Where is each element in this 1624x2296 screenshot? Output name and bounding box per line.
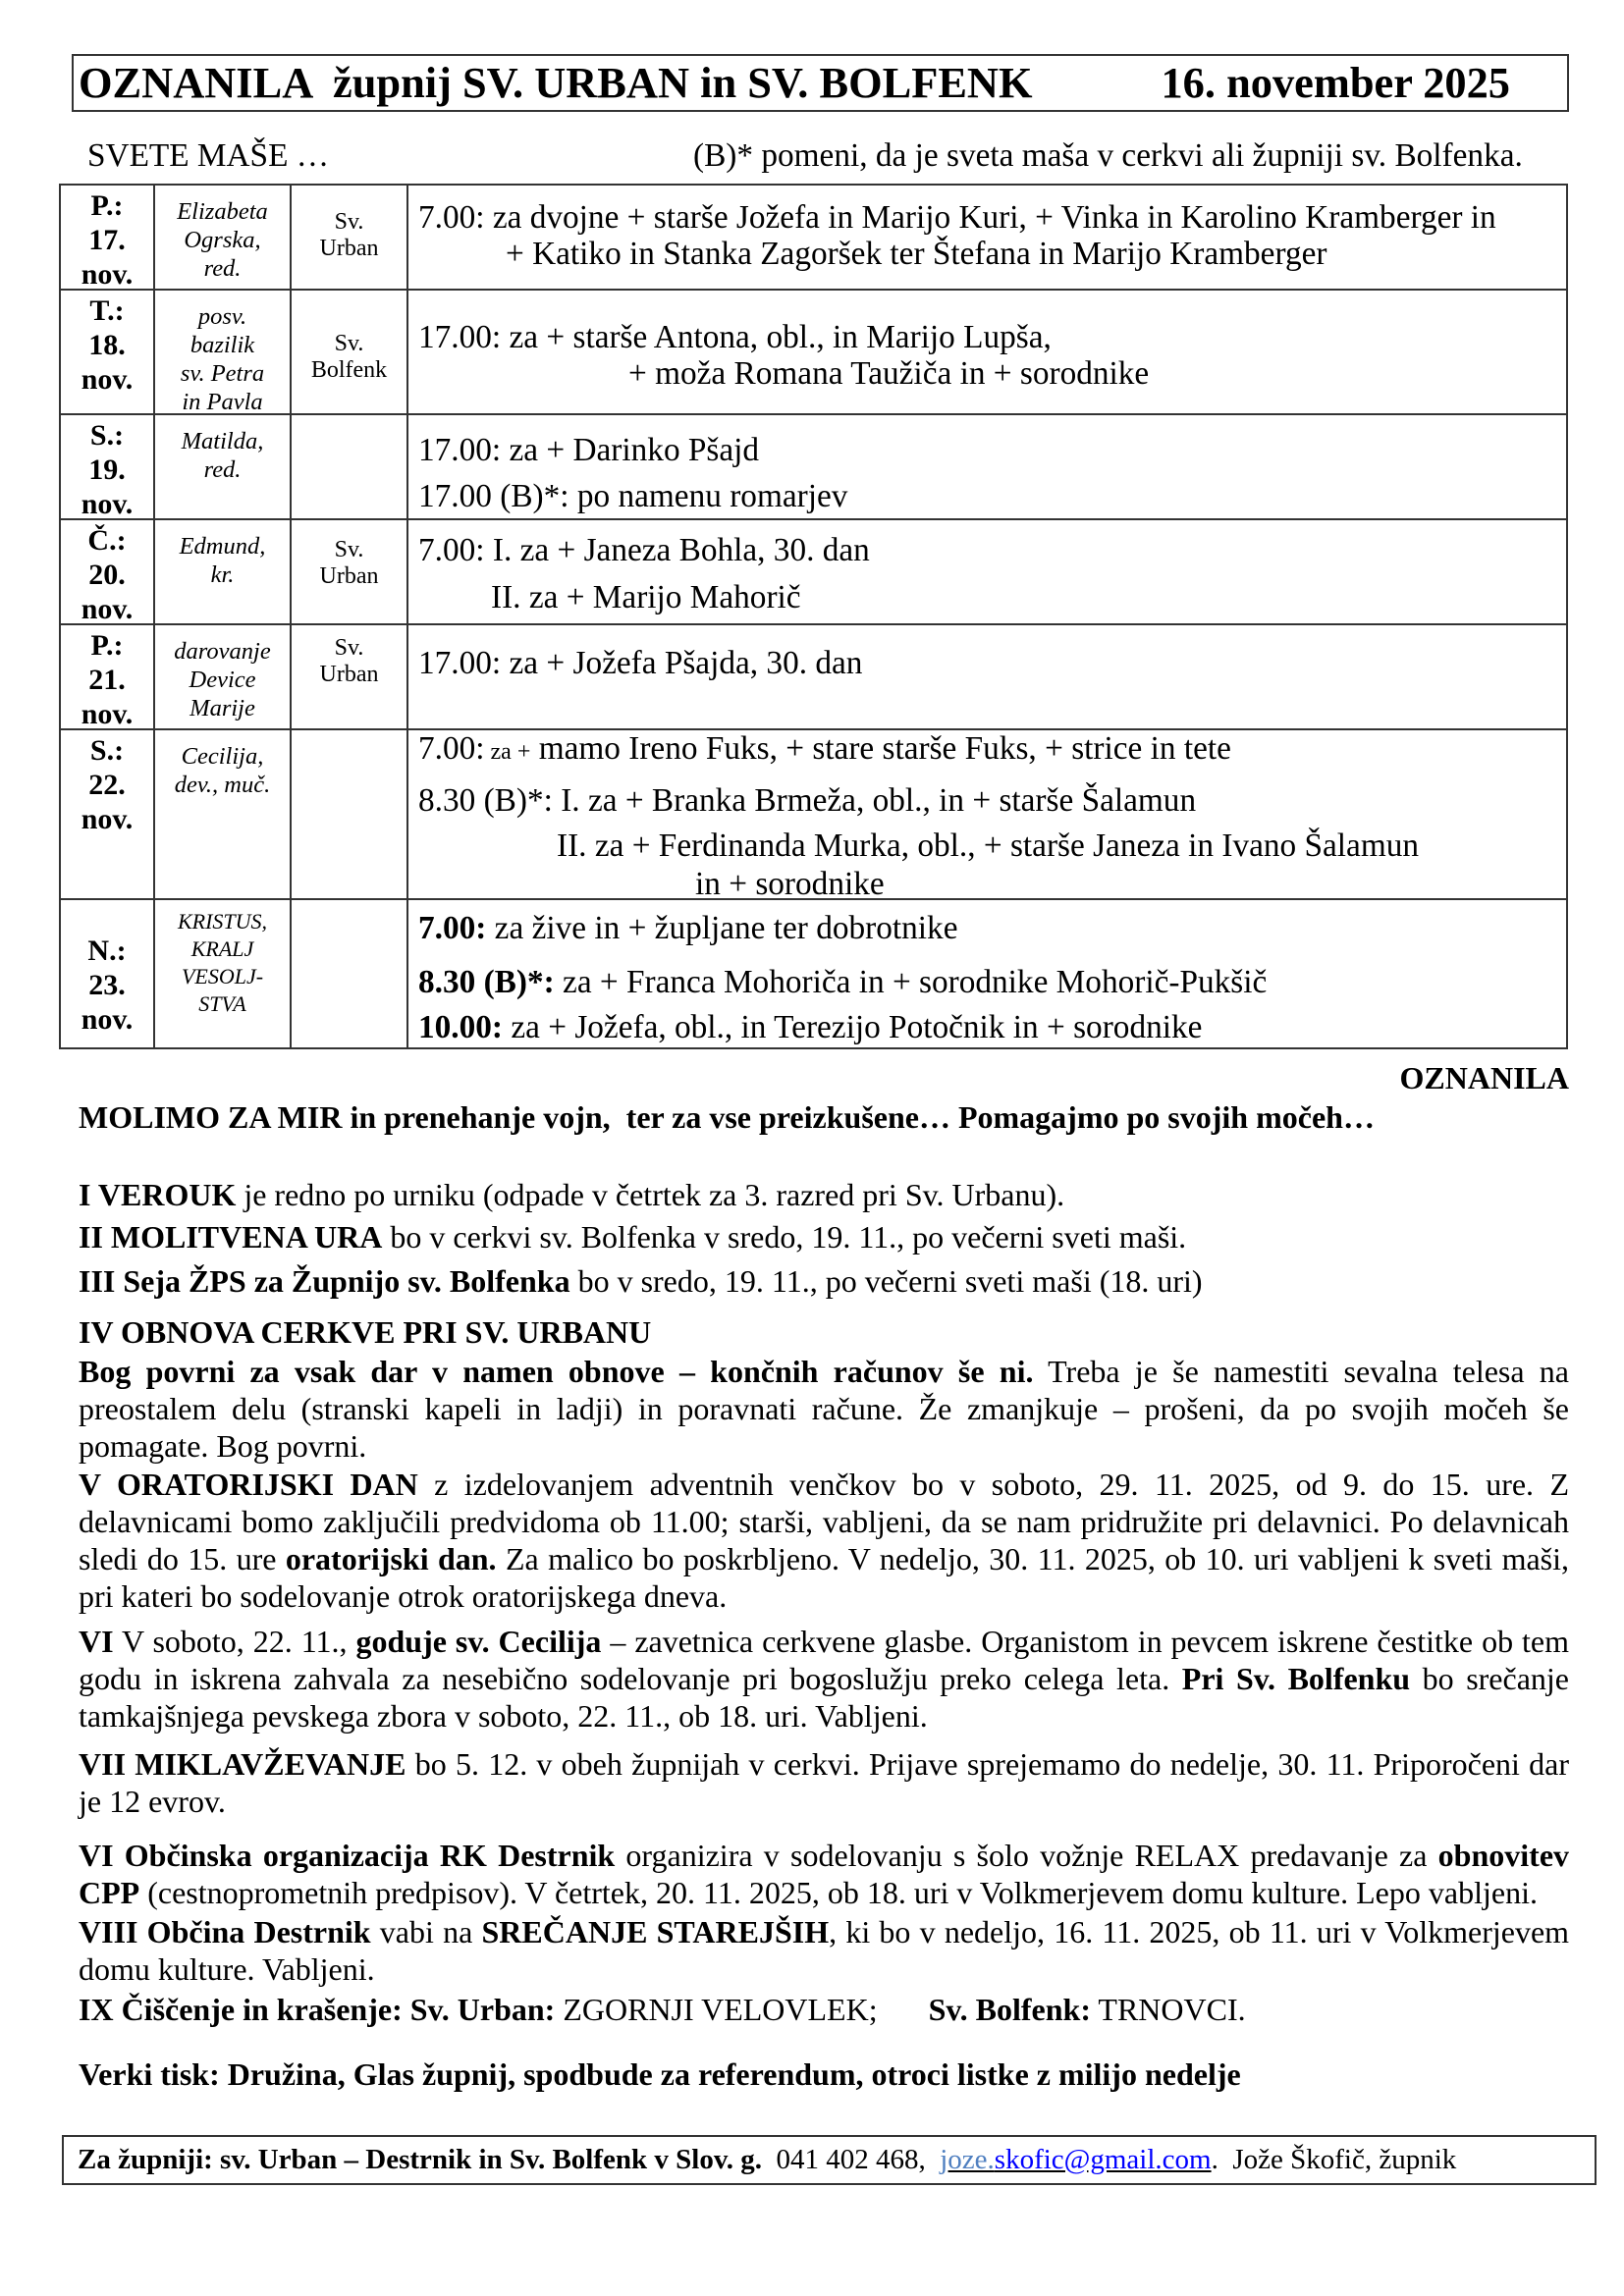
notice-highlight: SREČANJE STAREJŠIH xyxy=(481,1914,830,1949)
press-line: Verki tisk: Družina, Glas župnij, spodbude za referendum, otroci listke z milijo nedelje xyxy=(79,2056,1241,2092)
notice-title: III Seja ŽPS za Župnijo sv. Bolfenka xyxy=(79,1263,570,1299)
church-cell xyxy=(292,730,408,900)
mass-time: 17.00: xyxy=(418,645,502,681)
notice-text: Treba je še namestiti sevalna telesa na preostalem delu (stranski kapeli in ladji) in poravnati račune. Že zmanjkuje – prošeni, da po svojih močeh še pomagate. Bog povrni. xyxy=(79,1354,1570,1464)
intentions-cell xyxy=(408,186,1568,291)
intention-text: za + starše Antona, obl., in Marijo Lupša, xyxy=(501,319,1052,355)
notice-highlight: oratorijski dan. xyxy=(285,1541,497,1576)
weekday: P.: xyxy=(90,189,124,222)
intention-line xyxy=(418,828,1566,864)
intentions-cell xyxy=(408,900,1568,1049)
intention-line xyxy=(418,236,1566,272)
church-line: Bolfenk xyxy=(310,357,388,383)
intention-text: II. za + Marijo Mahorič xyxy=(491,579,801,615)
intention-text: II. za + Ferdinanda Murka, obl., + starše Janeza in Ivano Šalamun xyxy=(557,828,1420,864)
notice-item xyxy=(79,1176,1569,1213)
church-line: Sv. xyxy=(334,331,364,356)
church-cell xyxy=(292,520,408,625)
bulletin-title: OZNANILA župnij SV. URBAN in SV. BOLFENK xyxy=(79,58,1033,107)
notices-section xyxy=(79,1059,1569,2093)
day-number: 20. xyxy=(88,559,126,591)
notice-text: organizira v sodelovanju s šolo vožnje RELAX predavanje za xyxy=(615,1838,1438,1873)
email-link[interactable] xyxy=(940,2144,1211,2175)
saint-cell xyxy=(155,730,292,900)
mass-time: 17.00 (B)*: xyxy=(418,478,569,514)
notice-item xyxy=(79,1623,1569,1735)
intention-line xyxy=(418,910,1566,946)
saint-line: Edmund, xyxy=(179,533,266,560)
intention-text: za žive in + župljane ter dobrotnike xyxy=(486,910,958,946)
intention-line xyxy=(418,1009,1566,1045)
saint-line: kr. xyxy=(210,561,235,588)
mass-time: 17.00: xyxy=(418,319,502,355)
saint-line: red. xyxy=(203,255,242,282)
intention-text: za dvojne + starše Jožefa in Marijo Kuri, + Vinka in Karolino Kramberger in xyxy=(484,199,1496,236)
saint-cell xyxy=(155,625,292,730)
notice-highlight: goduje sv. Cecilija xyxy=(355,1624,602,1659)
notice-title: IX Čiščenje in krašenje: Sv. Urban: xyxy=(79,1992,556,2027)
intention-small-text: za + xyxy=(484,739,531,765)
church-line: Sv. xyxy=(334,537,364,562)
day-number: 23. xyxy=(88,969,126,1001)
footer-signature: . Jože Škofič, župnik xyxy=(1211,2144,1457,2175)
intentions-cell xyxy=(408,520,1568,625)
notice-title: II MOLITVENA URA xyxy=(79,1219,383,1255)
notice-item xyxy=(79,1262,1569,1300)
intention-text: I. za + Janeza Bohla, 30. dan xyxy=(484,532,870,568)
mass-time: 7.00: xyxy=(418,532,485,568)
month: nov. xyxy=(81,363,134,396)
notice-title: I VEROUK xyxy=(79,1177,237,1212)
day-number: 18. xyxy=(88,329,126,361)
church-cell xyxy=(292,291,408,415)
notice-title: VI xyxy=(79,1624,114,1659)
day-number: 21. xyxy=(88,664,126,696)
month: nov. xyxy=(81,698,134,730)
month: nov. xyxy=(81,803,134,835)
email-user-part[interactable]: joze. xyxy=(940,2144,995,2175)
saint-line: darovanje xyxy=(174,638,271,665)
intention-line xyxy=(418,478,1566,514)
intention-line xyxy=(418,355,1566,392)
day-cell xyxy=(61,730,155,900)
saint-line: Elizabeta xyxy=(177,198,268,225)
notice-text: bo 5. 12. v obeh župnijah v cerkvi. Prijave sprejemamo do nedelje, 30. 11. Priporočeni dar je 12 evrov. xyxy=(79,1746,1570,1819)
saint-line: red. xyxy=(203,456,242,483)
saint-cell xyxy=(155,291,292,415)
notice-item xyxy=(79,1745,1569,1820)
intention-line xyxy=(418,532,1566,568)
church-line: Urban xyxy=(319,236,379,261)
intention-text: za + Franca Mohoriča in + sorodnike Mohorič-Pukšič xyxy=(554,964,1268,1000)
weekday: N.: xyxy=(87,934,127,967)
intention-line xyxy=(418,964,1566,1000)
intention-text: po namenu romarjev xyxy=(568,478,848,514)
footer-contact-box xyxy=(62,2135,1597,2185)
weekday: S.: xyxy=(89,734,125,767)
intention-line xyxy=(418,579,1566,615)
footer-parishes: Za župniji: sv. Urban – Destrnik in Sv. Bolfenk v Slov. g. xyxy=(78,2144,762,2175)
saint-line: KRALJ xyxy=(190,936,254,961)
mass-time: 8.30 (B)*: xyxy=(418,782,553,819)
day-cell xyxy=(61,625,155,730)
weekday: Č.: xyxy=(87,524,127,557)
intention-line xyxy=(418,319,1566,355)
intention-text: za + Jožefa Pšajda, 30. dan xyxy=(501,645,863,681)
notice-text: V soboto, 22. 11., xyxy=(113,1624,356,1659)
notice-lead: Bog povrni za vsak dar v namen obnove – končnih računov še ni. xyxy=(79,1354,1034,1389)
notice-text: (cestnoprometnih predpisov). V četrtek, 20. 11. 2025, ob 18. uri v Volkmerjevem domu kulture. Lepo vabljeni. xyxy=(139,1875,1538,1910)
notice-text: ZGORNJI VELOVLEK; xyxy=(555,1992,878,2027)
saint-line: KRISTUS, xyxy=(177,909,268,934)
day-cell xyxy=(61,291,155,415)
saint-line: Cecilija, xyxy=(181,743,264,770)
intention-line xyxy=(418,432,1566,468)
email-domain-part[interactable]: skofic@gmail.com xyxy=(994,2144,1212,2175)
notice-title: VIII Občina Destrnik xyxy=(79,1914,371,1949)
notice-highlight: obnovitev CPP xyxy=(79,1838,1570,1910)
church-cell xyxy=(292,415,408,520)
notice-text: bo srečanje tamkajšnjega pevskega zbora v soboto, 22. 11., ob 18. uri. Vabljeni. xyxy=(79,1661,1570,1734)
bulletin-date: 16. november 2025 xyxy=(1161,58,1510,107)
notice-item xyxy=(79,1991,1569,2028)
church-cell xyxy=(292,900,408,1049)
church-cell xyxy=(292,186,408,291)
day-number: 19. xyxy=(88,454,126,486)
intentions-cell xyxy=(408,625,1568,730)
church-line: Sv. xyxy=(334,635,364,661)
notice-text: je redno po urniku (odpade v četrtek za 3. razred pri Sv. Urbanu). xyxy=(236,1177,1065,1212)
intention-text: I. za + Branka Brmeža, obl., in + starše Šalamun xyxy=(552,782,1197,819)
notice-text: Za malico bo poskrbljeno. V nedeljo, 30. 11. 2025, ob 10. uri vabljeni k sveti maši, pri kateri bo sodelovanje otrok oratorijskega dneva. xyxy=(79,1541,1570,1614)
notice-item xyxy=(79,1837,1569,1911)
saint-cell xyxy=(155,520,292,625)
church-line: Urban xyxy=(319,662,379,687)
saint-line: bazilik xyxy=(189,332,255,358)
masses-heading: SVETE MAŠE … xyxy=(87,137,330,174)
notice-text: bo v cerkvi sv. Bolfenka v sredo, 19. 11., po večerni sveti maši. xyxy=(382,1219,1187,1255)
saint-line: Device xyxy=(189,667,256,693)
month: nov. xyxy=(81,488,134,520)
weekday: P.: xyxy=(90,629,124,662)
month: nov. xyxy=(81,593,134,625)
saint-line: posv. xyxy=(197,303,247,330)
intentions-cell xyxy=(408,415,1568,520)
intention-line xyxy=(418,782,1566,819)
notice-title: IV OBNOVA CERKVE PRI SV. URBANU xyxy=(79,1314,652,1350)
day-number: 17. xyxy=(88,224,126,256)
notice-item xyxy=(79,1913,1569,1988)
day-cell xyxy=(61,415,155,520)
saint-cell xyxy=(155,186,292,291)
notice-text: z izdelovanjem adventnih venčkov bo v soboto, 29. 11. 2025, od 9. do 15. ure. Z delavnicami bomo zaključili predvidoma ob 11.00; starši, vabljeni, da se nam pridružite pri delavnici. Po delavnicah sledi do 15. ure xyxy=(79,1467,1569,1576)
saint-line: VESOLJ- xyxy=(181,964,264,988)
notice-text: TRNOVCI. xyxy=(1090,1992,1246,2027)
notice-text: , ki bo v nedeljo, 16. 11. 2025, ob 11. uri v Volkmerjevem domu kulture. Vabljeni. xyxy=(79,1914,1570,1987)
intention-line xyxy=(418,866,1566,900)
notice-highlight: Pri Sv. Bolfenku xyxy=(1181,1661,1411,1696)
intention-text: za + Jožefa, obl., in Terezijo Potočnik in + sorodnike xyxy=(503,1009,1203,1045)
intention-text: in + sorodnike xyxy=(695,866,885,900)
footer-phone: 041 402 468, xyxy=(761,2144,941,2175)
notice-title: VI Občinska organizacija RK Destrnik xyxy=(79,1838,616,1873)
notice-title: VII MIKLAVŽEVANJE xyxy=(79,1746,406,1782)
header-box xyxy=(72,54,1569,112)
day-cell xyxy=(61,186,155,291)
notice-item xyxy=(79,1466,1569,1615)
saint-line: Ogrska, xyxy=(184,227,261,253)
mass-time: 7.00: xyxy=(418,910,487,946)
saint-line: in Pavla xyxy=(182,389,263,415)
church-cell xyxy=(292,625,408,730)
mass-schedule-table xyxy=(59,184,1568,1049)
day-number: 22. xyxy=(88,769,126,801)
day-cell xyxy=(61,900,155,1049)
saint-cell xyxy=(155,415,292,520)
intention-line xyxy=(418,730,1566,771)
church-line: Sv. xyxy=(334,209,364,235)
weekday: S.: xyxy=(89,419,125,452)
notice-text: – zavetnica cerkvene glasbe. Organistom in pevcem iskrene čestitke ob tem godu in iskrena zahvala za nesebično sodelovanje pri bogoslužju preko celega leta. xyxy=(79,1624,1570,1696)
mass-time: 10.00: xyxy=(418,1009,504,1045)
notices-label: OZNANILA xyxy=(1399,1060,1569,1095)
notice-text: vabi na xyxy=(370,1914,482,1949)
notice-item xyxy=(79,1353,1569,1465)
notice-text: bo v sredo, 19. 11., po večerni sveti maši (18. uri) xyxy=(569,1263,1203,1299)
saint-line: sv. Petra xyxy=(180,360,265,387)
day-cell xyxy=(61,520,155,625)
saint-line: dev., muč. xyxy=(174,772,271,798)
saint-line: Marije xyxy=(189,695,255,721)
saint-line: Matilda, xyxy=(181,428,264,454)
intention-text: mamo Ireno Fuks, + stare starše Fuks, + strice in tete xyxy=(530,730,1231,767)
mass-time: 7.00: xyxy=(418,199,485,236)
month: nov. xyxy=(81,1003,134,1036)
prayer-line: MOLIMO ZA MIR in prenehanje vojn, ter za vse preizkušene… Pomagajmo po svojih močeh… xyxy=(79,1099,1375,1135)
mass-time: 8.30 (B)*: xyxy=(418,964,555,1000)
saint-cell xyxy=(155,900,292,1049)
month: nov. xyxy=(81,258,134,291)
church-line: Urban xyxy=(319,563,379,589)
weekday: T.: xyxy=(89,294,125,327)
intentions-cell xyxy=(408,730,1568,900)
intention-line xyxy=(418,645,1566,681)
masses-legend: (B)* pomeni, da je sveta maša v cerkvi ali župniji sv. Bolfenka. xyxy=(693,137,1523,174)
intention-text: + moža Romana Taužiča in + sorodnike xyxy=(628,355,1150,392)
intention-text: za + Darinko Pšajd xyxy=(501,432,760,468)
intentions-cell xyxy=(408,291,1568,415)
mass-time: 7.00: xyxy=(418,730,485,767)
saint-line: STVA xyxy=(198,991,246,1016)
notice-highlight: Sv. Bolfenk: xyxy=(928,1992,1091,2027)
notice-title: V ORATORIJSKI DAN xyxy=(79,1467,418,1502)
intention-text: + Katiko in Stanka Zagoršek ter Štefana in Marijo Kramberger xyxy=(506,236,1327,272)
notice-item xyxy=(79,1218,1569,1255)
mass-time: 17.00: xyxy=(418,432,502,468)
intention-line xyxy=(418,199,1566,236)
